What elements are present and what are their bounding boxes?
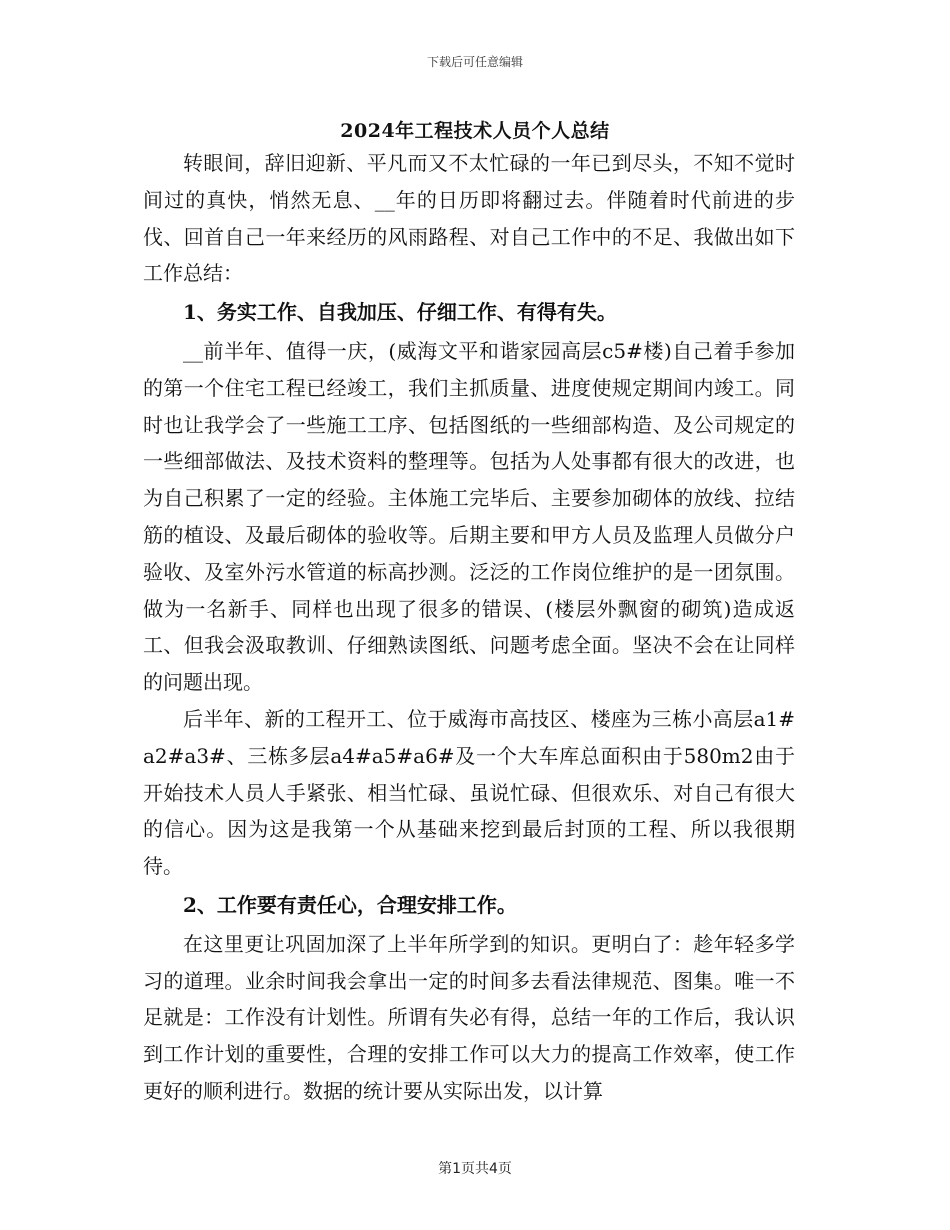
page-number-label: 第1页共4页 [438, 1161, 512, 1177]
section-heading-1: 1、务实工作、自我加压、仔细工作、有得有失。 [183, 300, 617, 325]
document-body [143, 145, 795, 1110]
learning-paragraph: 在这里更让巩固加深了上半年所学到的知识。更明白了：趁年轻多学习的道理。业余时间我会拿出一定的时间多去看法律规范、图集。唯一不足就是：工作没有计划性。所谓有失必有得，总结一年的工作后，我认识到工作计划的重要性，合理的安排工作可以大力的提高工作效率，使工作更好的顺利进行。数据的统计要从实际出发，以计算 [143, 931, 795, 1103]
page-header-note: 下载后可任意编辑 [426, 55, 523, 69]
intro-paragraph: 转眼间，辞旧迎新、平凡而又不太忙碌的一年已到尽头，不知不觉时间过的真快，悄然无息、__年的日历即将翻过去。伴随着时代前进的步伐、回首自己一年来经历的风雨路程、对自己工作中的不足、我做出如下工作总结： [143, 151, 795, 286]
document-title: 2024年工程技术人员个人总结 [340, 120, 610, 142]
second-half-paragraph: 后半年、新的工程开工、位于威海市高技区、楼座为三栋小高层a1#a2#a3#、三栋多层a4#a5#a6#及一个大车库总面积由于580m2由于开始技术人员人手紧张、相当忙碌、虽说忙碌、但很欢乐、对自己有很大的信心。因为这是我第一个从基础来挖到最后封顶的工程、所以我很期待。 [143, 706, 795, 879]
first-half-paragraph: __前半年、值得一庆，(威海文平和谐家园高层c5#楼)自己着手参加的第一个住宅工程已经竣工，我们主抓质量、进度使规定期间内竣工。同时也让我学会了一些施工工序、包括图纸的一些细部构造、及公司规定的一些细部做法、及技术资料的整理等。包括为人处事都有很大的改进，也为自己积累了一定的经验。主体施工完毕后、主要参加砌体的放线、拉结筋的植设、及最后砌体的验收等。后期主要和甲方人员及监理人员做分户验收、及室外污水管道的标高抄测。泛泛的工作岗位维护的是一团氛围。做为一名新手、同样也出现了很多的错误、(楼层外飘窗的砌筑)造成返工、但我会汲取教训、仔细熟读图纸、问题考虑全面。坚决不会在让同样的问题出现。 [143, 338, 795, 695]
section-heading-2: 2、工作要有责任心，合理安排工作。 [183, 892, 517, 917]
